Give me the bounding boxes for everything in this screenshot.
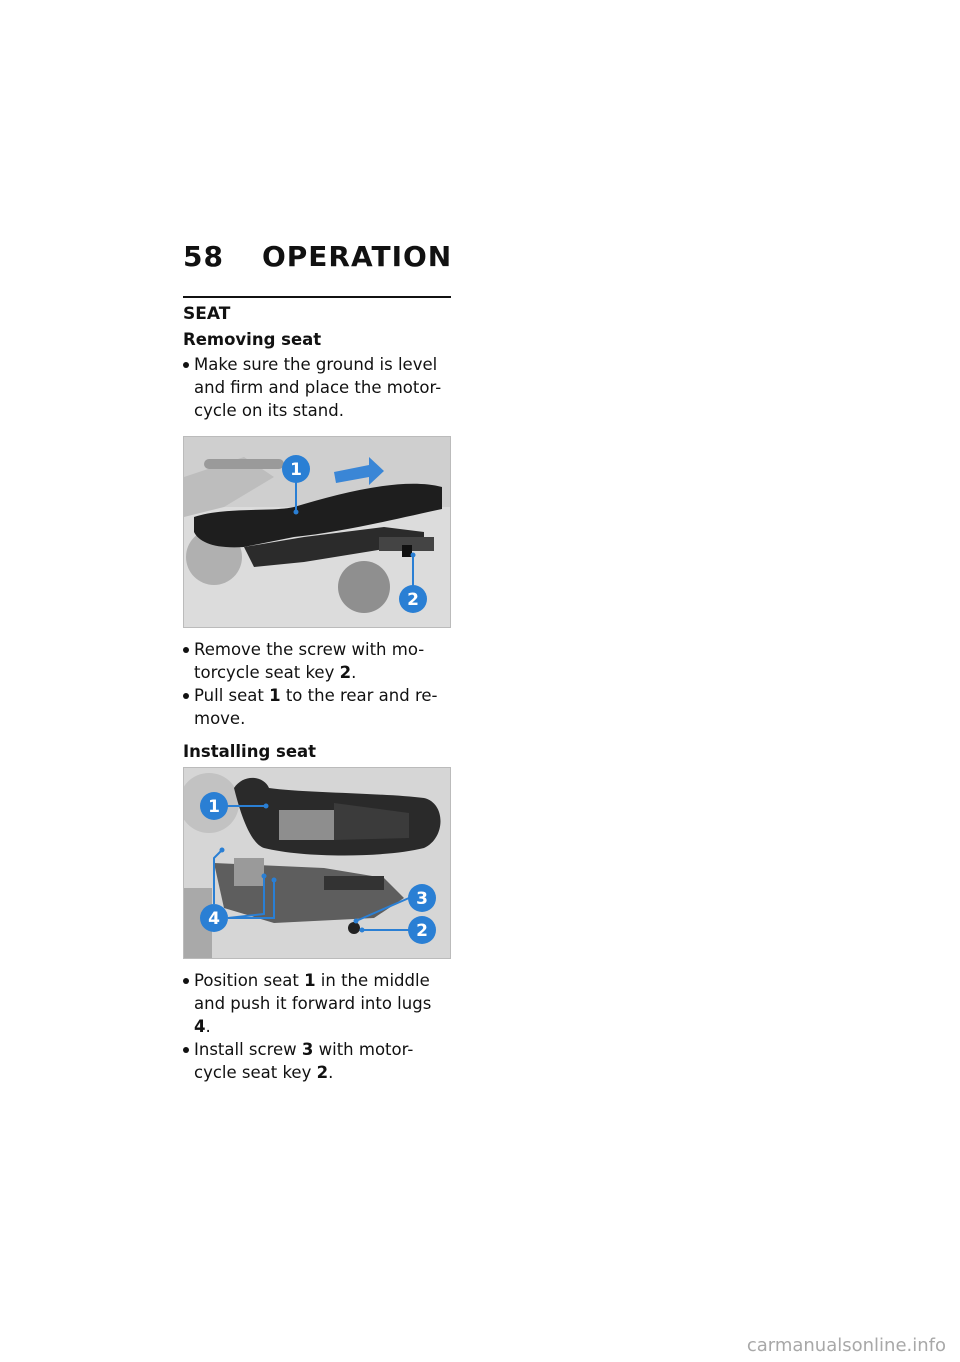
list-item: Remove the screw with mo-torcycle seat key 2. — [183, 638, 451, 684]
callout-label: 3 — [416, 889, 428, 909]
figure-installing-seat — [183, 767, 451, 959]
list-item: Make sure the ground is level and firm and place the motor-cycle on its stand. — [183, 353, 451, 422]
section-title: SEAT — [183, 304, 231, 324]
callout-label: 2 — [407, 590, 419, 610]
seat-section — [183, 296, 451, 1084]
page-header — [183, 240, 451, 273]
callout-label: 2 — [416, 921, 428, 941]
callout-label: 1 — [208, 797, 220, 817]
figure-removing-seat — [183, 436, 451, 628]
list-item: Position seat 1 in the middle and push it forward into lugs 4. — [183, 969, 451, 1038]
callout-label: 1 — [290, 460, 302, 480]
installing-seat-illustration — [184, 768, 450, 958]
installing-seat-title: Installing seat — [183, 742, 317, 761]
section-divider — [183, 296, 451, 298]
list-item: Pull seat 1 to the rear and re-move. — [183, 684, 451, 730]
installing-steps — [183, 969, 451, 1084]
removing-steps-b — [183, 638, 451, 730]
removing-seat-title: Removing seat — [183, 330, 322, 349]
list-item: Install screw 3 with motor-cycle seat key 2. — [183, 1038, 451, 1084]
watermark: carmanualsonline.info — [746, 1335, 946, 1356]
removing-steps-a — [183, 353, 451, 422]
removing-seat-illustration — [184, 437, 450, 627]
chapter-title: OPERATION — [261, 240, 453, 273]
callout-label: 4 — [208, 909, 220, 929]
page-number: 58 — [183, 240, 224, 273]
